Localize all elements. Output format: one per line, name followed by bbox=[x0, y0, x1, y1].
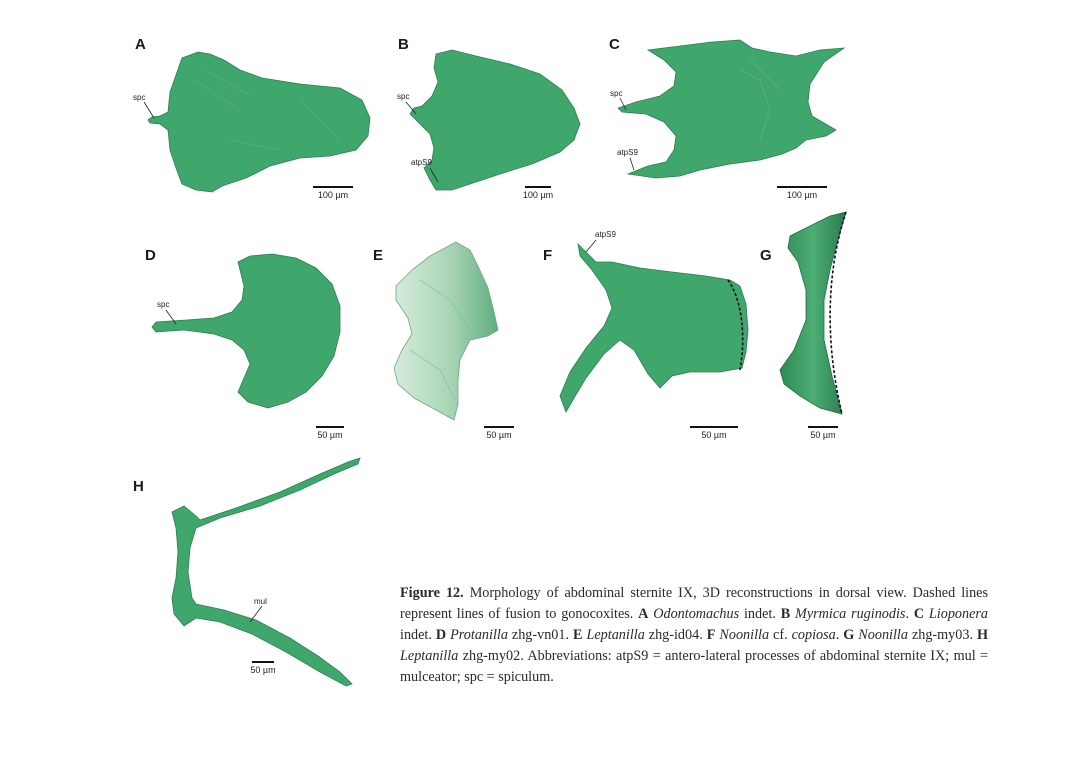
scale-bar-b bbox=[525, 186, 551, 188]
figure-caption bbox=[400, 583, 988, 688]
label-mul-h: mul bbox=[254, 597, 267, 606]
caption-figure-label: Figure 12. bbox=[400, 585, 464, 601]
scale-bar-d bbox=[316, 426, 344, 428]
scale-bar-f bbox=[690, 426, 738, 428]
panel-letter-a: A bbox=[135, 36, 146, 53]
panel-letter-c: C bbox=[609, 36, 620, 53]
specimen-d bbox=[152, 254, 340, 408]
specimen-h bbox=[172, 458, 360, 686]
caption-rest-h: zhg-my02. Abbreviations: atpS9 = antero-lateral processes of abdominal sternite IX; mul = mulceator; spc = spiculum. bbox=[400, 648, 988, 685]
caption-key-a: A bbox=[638, 606, 649, 622]
label-spc-d: spc bbox=[157, 300, 170, 309]
scale-bar-e bbox=[484, 426, 514, 428]
caption-taxon-c: Lioponera bbox=[928, 606, 989, 622]
scale-label-a: 100 µm bbox=[317, 190, 349, 200]
caption-key-f: F bbox=[706, 627, 716, 643]
caption-taxon-g: Noonilla bbox=[858, 627, 908, 643]
panel-letter-g: G bbox=[760, 247, 772, 264]
caption-rest-b: . bbox=[905, 606, 914, 622]
caption-taxon-a: Odontomachus bbox=[653, 606, 740, 622]
specimen-g bbox=[780, 212, 846, 414]
scale-bar-g bbox=[808, 426, 838, 428]
caption-key-b: B bbox=[780, 606, 791, 622]
label-spc-b: spc bbox=[397, 92, 410, 101]
scale-label-e: 50 µm bbox=[486, 430, 512, 440]
caption-key-g: G bbox=[843, 627, 855, 643]
caption-key-d: D bbox=[435, 627, 447, 643]
label-spc-c: spc bbox=[610, 89, 623, 98]
caption-taxon-b: Myrmica ruginodis bbox=[795, 606, 906, 622]
caption-taxon-f: Noonilla bbox=[719, 627, 770, 643]
specimen-c bbox=[618, 40, 844, 178]
caption-rest-a: indet. bbox=[739, 606, 781, 622]
scale-label-c: 100 µm bbox=[786, 190, 818, 200]
label-atp-f: atpS9 bbox=[595, 230, 616, 239]
caption-rest-f: . bbox=[835, 627, 844, 643]
caption-taxon-d: Protanilla bbox=[450, 627, 508, 643]
scale-label-h: 50 µm bbox=[250, 665, 276, 675]
label-atp-c: atpS9 bbox=[617, 148, 638, 157]
specimen-e bbox=[394, 242, 498, 420]
caption-key-e: E bbox=[573, 627, 583, 643]
caption-rest-g: zhg-my03. bbox=[907, 627, 977, 643]
panel-letter-e: E bbox=[373, 247, 384, 264]
scale-bar-c bbox=[777, 186, 827, 188]
label-spc-a: spc bbox=[133, 93, 146, 102]
scale-label-f: 50 µm bbox=[701, 430, 727, 440]
scale-bar-a bbox=[313, 186, 353, 188]
caption-key-c: C bbox=[913, 606, 925, 622]
panel-letter-d: D bbox=[145, 247, 156, 264]
caption-intro: Morphology of abdominal sternite IX, 3D reconstructions in dorsal view. Dashed lines represent lines of fusion to gonocoxites. bbox=[400, 585, 988, 622]
panel-letter-h: H bbox=[133, 478, 144, 495]
label-atp-b: atpS9 bbox=[411, 158, 432, 167]
panel-letter-b: B bbox=[398, 36, 409, 53]
scale-label-d: 50 µm bbox=[317, 430, 343, 440]
caption-rest-e: zhg-id04. bbox=[644, 627, 707, 643]
caption-taxon-h: Leptanilla bbox=[400, 648, 459, 664]
caption-mid-f: cf. bbox=[769, 627, 792, 643]
panel-letter-f: F bbox=[543, 247, 553, 264]
caption-rest-d: zhg-vn01. bbox=[507, 627, 574, 643]
caption-taxon-e: Leptanilla bbox=[586, 627, 645, 643]
specimen-a bbox=[148, 52, 370, 192]
specimen-b bbox=[410, 50, 580, 190]
scale-label-b: 100 µm bbox=[522, 190, 554, 200]
specimen-f bbox=[560, 244, 748, 412]
caption-key-h: H bbox=[977, 627, 989, 643]
scale-label-g: 50 µm bbox=[810, 430, 836, 440]
caption-rest-c: indet. bbox=[400, 627, 436, 643]
scale-bar-h bbox=[252, 661, 274, 663]
caption-taxon-f2: copiosa bbox=[791, 627, 836, 643]
